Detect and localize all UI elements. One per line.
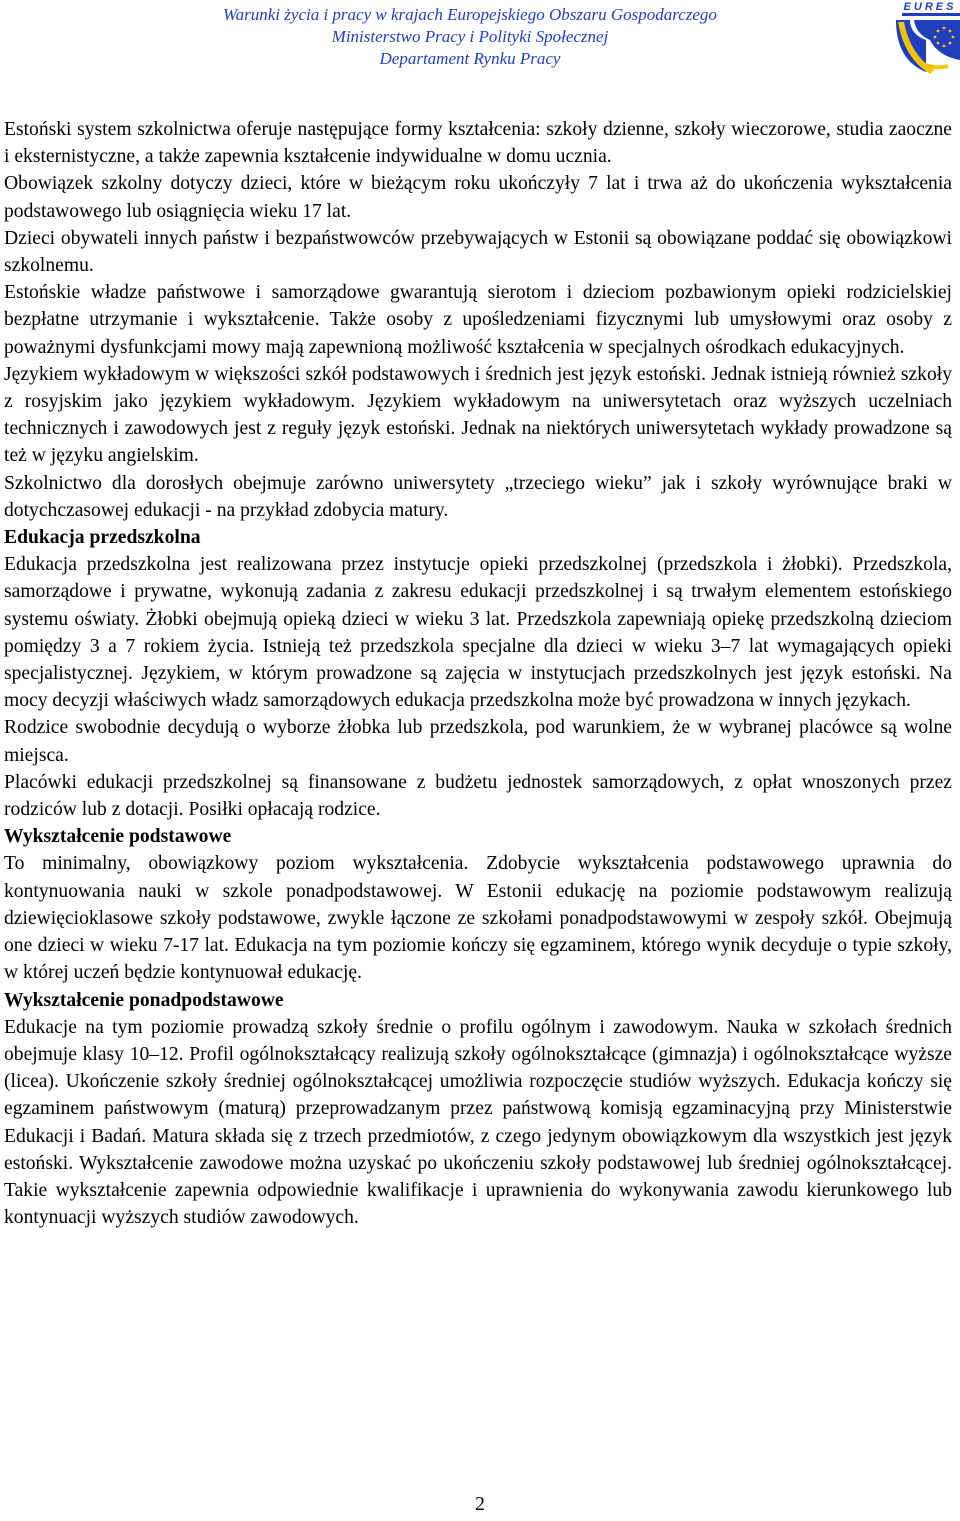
heading-preschool-education: Edukacja przedszkolna (4, 527, 201, 549)
header-line-2: Ministerstwo Pracy i Polityki Społecznej (331, 27, 609, 46)
header-text (150, 4, 790, 70)
paragraph-preschool: Edukacja przedszkolna jest realizowana przez instytucje opieki przedszkolnej (przedszkola i żłobki). Przedszkola, samorządowe i prywatne, wykonują zadania z zakresu edukacji przedszkolnej i są trwałym elementem estońskiego systemu oświaty. Żłobki obejmują opieką dzieci w wieku 3 lat. Przedszkola zapewniają opiekę przedszkolną dzieciom pomiędzy 3 a 7 rokiem życia. Istnieją też przedszkola specjalne dla dzieci w wieku 3–7 lat wymagających opieki specjalistycznej. Językiem, w którym prowadzone są zajęcia w instytucjach przedszkolnych jest język estoński. Na mocy decyzji właściwych władz samorządowych edukacja przedszkolna może być prowadzona w innych językach. (4, 554, 952, 712)
svg-text:EURES: EURES (903, 1, 957, 13)
paragraph-foreign-children: Dzieci obywateli innych państw i bezpaństwowców przebywających w Estonii są obowiązane poddać się obowiązkowi szkolnemu. (4, 227, 952, 277)
paragraph-compulsory-schooling: Obowiązek szkolny dotyczy dzieci, które w bieżącym roku ukończyły 7 lat i trwa aż do ukończenia wykształcenia podstawowego lub osiągnięcia wieku 17 lat. (4, 173, 952, 222)
paragraph-orphans-disabled: Estońskie władze państwowe i samorządowe gwarantują sierotom i dzieciom pozbawionym opieki rodzicielskiej bezpłatne utrzymanie i wykształcenie. Także osoby z upośledzeniami fizycznymi lub umysłowymi oraz osoby z poważnymi dysfunkcjami mowy mają zapewnioną możliwość kształcenia w specjalnych ośrodkach edukacyjnych. (4, 282, 952, 358)
paragraph-preschool-funding: Placówki edukacji przedszkolnej są finansowane z budżetu jednostek samorządowych, z opłat wnoszonych przez rodziców lub z dotacji. Posiłki opłacają rodzice. (4, 771, 952, 821)
header-line-3: Departament Rynku Pracy (379, 49, 561, 68)
paragraph-forms-of-education: Estoński system szkolnictwa oferuje następujące formy kształcenia: szkoły dzienne, szkoły wieczorowe, studia zaoczne i eksternistyczne, a także zapewnia kształcenie indywidualne w domu ucznia. (4, 119, 952, 168)
eures-logo (890, 0, 960, 78)
heading-secondary-education: Wykształcenie ponadpodstawowe (4, 989, 284, 1011)
paragraph-parents-choice: Rodzice swobodnie decydują o wyborze żłobka lub przedszkola, pod warunkiem, że w wybranej placówce są wolne miejsca. (4, 717, 952, 766)
document-body (4, 116, 952, 1231)
paragraph-language-of-instruction: Językiem wykładowym w większości szkół podstawowych i średnich jest język estoński. Jednak istnieją również szkoły z rosyjskim jako językiem wykładowym. Językiem wykładowym na uniwersytetach oraz wyższych uczelniach technicznych i zawodowych jest z reguły język estoński. Jednak na niektórych uniwersytetach wykłady prowadzone są też w języku angielskim. (4, 363, 952, 467)
eures-logo-icon (890, 0, 960, 78)
page-header (0, 0, 960, 78)
paragraph-primary: To minimalny, obowiązkowy poziom wykształcenia. Zdobycie wykształcenia podstawowego uprawnia do kontynuowania nauki w szkole ponadpodstawowej. W Estonii edukację na poziomie podstawowym realizują dziewięcioklasowe szkoły podstawowe, zwykle łączone ze szkołami ponadpodstawowymi w zespoły szkół. Obejmują one dzieci w wieku 7-17 lat. Edukacja na tym poziomie kończy się egzaminem, którego wynik decyduje o typie szkoły, w której uczeń będzie kontynuował edukację. (4, 853, 952, 984)
paragraph-adult-education: Szkolnictwo dla dorosłych obejmuje zarówno uniwersytety „trzeciego wieku” jak i szkoły wyrównujące braki w dotychczasowej edukacji - na przykład zdobycia matury. (4, 472, 952, 521)
header-line-1: Warunki życia i pracy w krajach Europejskiego Obszaru Gospodarczego (223, 5, 717, 24)
paragraph-secondary: Edukacje na tym poziomie prowadzą szkoły średnie o profilu ogólnym i zawodowym. Nauka w szkołach średnich obejmuje klasy 10–12. Profil ogólnokształcący realizują szkoły ogólnokształcące (gimnazja) i ogólnokształcące wyższe (licea). Ukończenie szkoły średniej ogólnokształcącej umożliwia rozpoczęcie studiów wyższych. Edukacja kończy się egzaminem państwowym (maturą) przeprowadzanym przez państwową komisją egzaminacyjną przy Ministerstwie Edukacji i Badań. Matura składa się z trzech przedmiotów, z czego jedynym obowiązkowym dla wszystkich jest język estoński. Wykształcenie zawodowe można uzyskać po ukończeniu szkoły podstawowej lub średniej ogólnokształcącej. Takie wykształcenie zapewnia odpowiednie kwalifikacje i uprawnienia do wykonywania zawodu kierunkowego lub kontynuacji wyższych studiów zawodowych. (4, 1016, 952, 1229)
heading-primary-education: Wykształcenie podstawowe (4, 826, 232, 848)
page-number: 2 (475, 1494, 485, 1515)
